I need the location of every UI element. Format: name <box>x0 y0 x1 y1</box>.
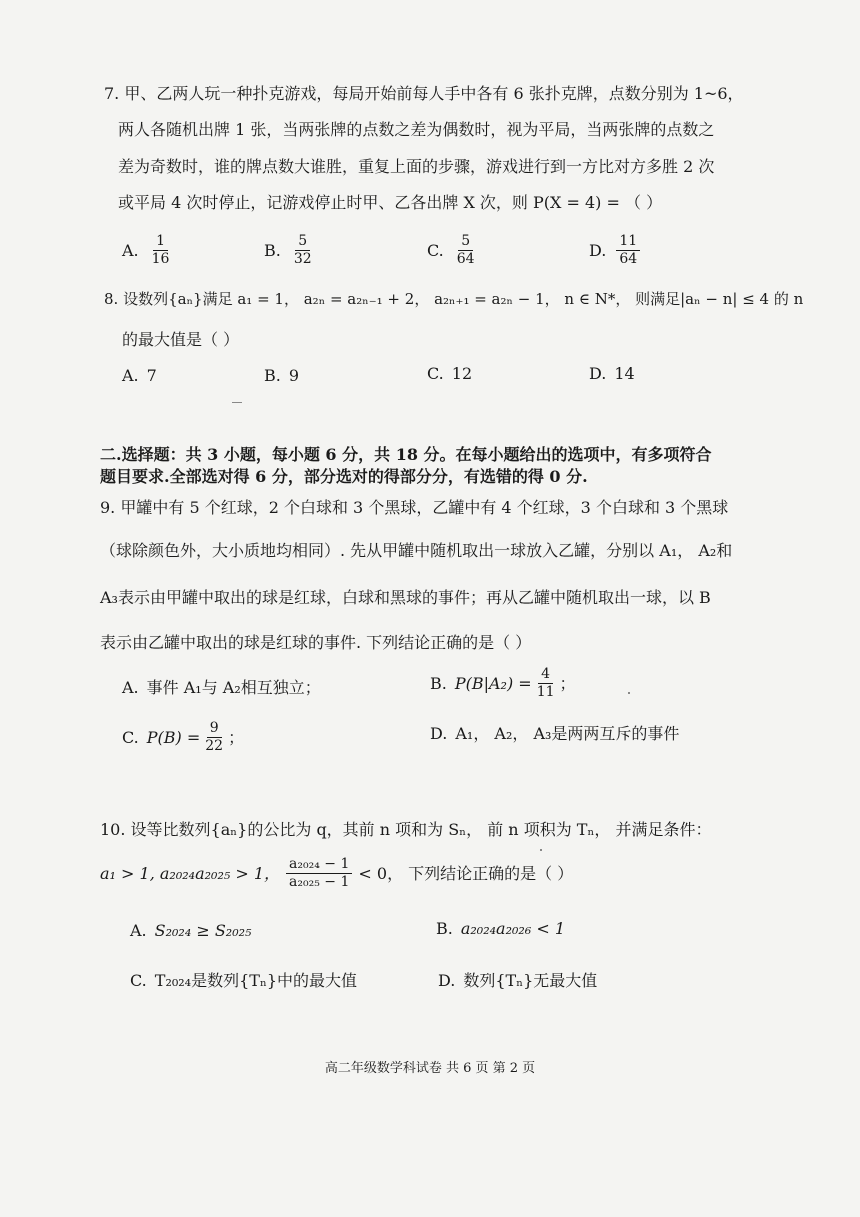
q7-option-d <box>589 233 642 268</box>
fraction <box>454 233 478 268</box>
condition-tail: < 0， 下列结论正确的是（ ） <box>358 863 574 883</box>
q8-option-c <box>427 362 472 386</box>
q7-option-c <box>427 233 480 268</box>
q9-line-3: A₃表示由甲罐中取出的球是红球，白球和黑球的事件；再从乙罐中随机取出一球，以 B <box>100 588 711 607</box>
q7-line-4: 或平局 4 次时停止，记游戏停止时甲、乙各出牌 X 次，则 P(X = 4) = （ ） <box>118 193 663 212</box>
option-label: D. <box>589 364 607 383</box>
option-value: 14 <box>614 364 635 383</box>
q7-option-a <box>122 233 174 268</box>
fraction <box>202 720 226 755</box>
section-2-heading-line-2: 题目要求.全部选对得 6 分，部分选对的得部分分，有选错的得 0 分. <box>100 467 588 486</box>
q7-line-3: 差为奇数时，谁的牌点数大谁胜，重复上面的步骤，游戏进行到一方比对方多胜 2 次 <box>118 157 715 176</box>
fraction <box>534 666 558 701</box>
fraction <box>616 233 640 268</box>
option-value: 9 <box>288 366 300 385</box>
option-label: C. <box>427 364 444 383</box>
q9-option-a <box>122 676 321 700</box>
numerator: 1 <box>153 233 168 251</box>
q10-line-1: 10. 设等比数列{aₙ}的公比为 q，其前 n 项和为 Sₙ， 前 n 项积为 Tₙ， 并满足条件： <box>100 820 712 839</box>
q10-option-c <box>130 969 357 993</box>
denominator: 64 <box>456 251 475 267</box>
option-text: A₁， A₂， A₃是两两互斥的事件 <box>455 724 680 743</box>
q9-option-d <box>430 722 679 746</box>
q7-option-b <box>264 233 317 268</box>
numerator: 4 <box>538 666 553 684</box>
q8-line-2: 的最大值是（ ） <box>122 330 240 349</box>
option-label: D. <box>589 240 607 260</box>
option-label: B. <box>430 673 447 693</box>
q7-line-1: 7. 甲、乙两人玩一种扑克游戏，每局开始前每人手中各有 6 张扑克牌，点数分别为 1~6， <box>104 84 744 103</box>
option-label: B. <box>436 919 453 938</box>
numerator: 11 <box>616 233 640 251</box>
option-value: 7 <box>146 366 157 385</box>
q8-option-d <box>589 362 635 386</box>
option-label: D. <box>438 971 456 990</box>
numerator: 5 <box>295 233 310 251</box>
fraction <box>286 856 352 891</box>
numerator: 5 <box>458 233 473 251</box>
numerator: 9 <box>207 720 222 738</box>
fraction <box>291 233 315 268</box>
option-label: B. <box>264 366 281 385</box>
q9-option-b <box>430 666 576 701</box>
option-punct: ； <box>228 727 245 747</box>
option-label: D. <box>430 724 448 743</box>
option-math: P(B) = <box>146 727 201 747</box>
option-text: T₂₀₂₄是数列{Tₙ}中的最大值 <box>154 971 358 990</box>
option-punct: ； <box>559 673 576 693</box>
scan-speck <box>628 692 630 694</box>
q9-line-4: 表示由乙罐中取出的球是红球的事件. 下列结论正确的是（ ） <box>100 633 532 652</box>
section-2-heading-line-1: 二.选择题：共 3 小题，每小题 6 分，共 18 分。在每小题给出的选项中，有多项符合 <box>100 445 712 464</box>
q10-option-d <box>438 969 597 993</box>
denominator: 32 <box>293 251 312 267</box>
numerator: a₂₀₂₄ − 1 <box>286 856 352 874</box>
option-text: 数列{Tₙ}无最大值 <box>463 971 598 990</box>
denominator: 11 <box>536 684 555 700</box>
denominator: 64 <box>619 251 638 267</box>
condition-text: a₁ > 1, a₂₀₂₄a₂₀₂₅ > 1， <box>100 863 281 883</box>
denominator: 16 <box>151 251 170 267</box>
option-text: 事件 A₁与 A₂相互独立； <box>146 678 321 697</box>
denominator: 22 <box>205 738 224 754</box>
option-label: B. <box>264 240 281 260</box>
denominator: a₂₀₂₅ − 1 <box>289 874 350 890</box>
q9-line-2: （球除颜色外，大小质地均相同）. 先从甲罐中随机取出一球放入乙罐，分别以 A₁， A₂和 <box>100 541 733 560</box>
fraction <box>149 233 173 268</box>
option-text: a₂₀₂₄a₂₀₂₆ < 1 <box>460 919 565 938</box>
option-value: 12 <box>451 364 473 383</box>
page-footer: 高二年级数学科试卷 共 6 页 第 2 页 <box>324 1061 536 1076</box>
option-label: C. <box>427 240 444 260</box>
q9-option-c <box>122 720 244 755</box>
q10-option-a <box>130 919 251 943</box>
q7-line-2: 两人各随机出牌 1 张，当两张牌的点数之差为偶数时，视为平局，当两张牌的点数之 <box>118 120 715 139</box>
q8-line-1: 8. 设数列{aₙ}满足 a₁ = 1， a₂ₙ = a₂ₙ₋₁ + 2， a₂ₙ₊₁ = a₂ₙ − 1， n ∈ N*， 则满足|aₙ − n| ≤ 4 的 n <box>104 290 804 308</box>
q10-condition <box>100 856 573 891</box>
scan-speck <box>232 402 242 403</box>
option-label: C. <box>122 727 139 747</box>
q9-line-1: 9. 甲罐中有 5 个红球，2 个白球和 3 个黑球，乙罐中有 4 个红球，3 个白球和 3 个黑球 <box>100 498 729 517</box>
option-label: C. <box>130 971 147 990</box>
option-label: A. <box>122 366 139 385</box>
option-text: S₂₀₂₄ ≥ S₂₀₂₅ <box>154 921 252 940</box>
q8-option-b <box>264 364 299 388</box>
option-label: A. <box>122 678 139 697</box>
option-label: A. <box>130 921 147 940</box>
option-math: P(B|A₂) = <box>454 673 532 693</box>
scan-speck <box>540 849 542 851</box>
q8-option-a <box>122 364 157 388</box>
q10-option-b <box>436 917 565 941</box>
option-label: A. <box>122 240 139 260</box>
